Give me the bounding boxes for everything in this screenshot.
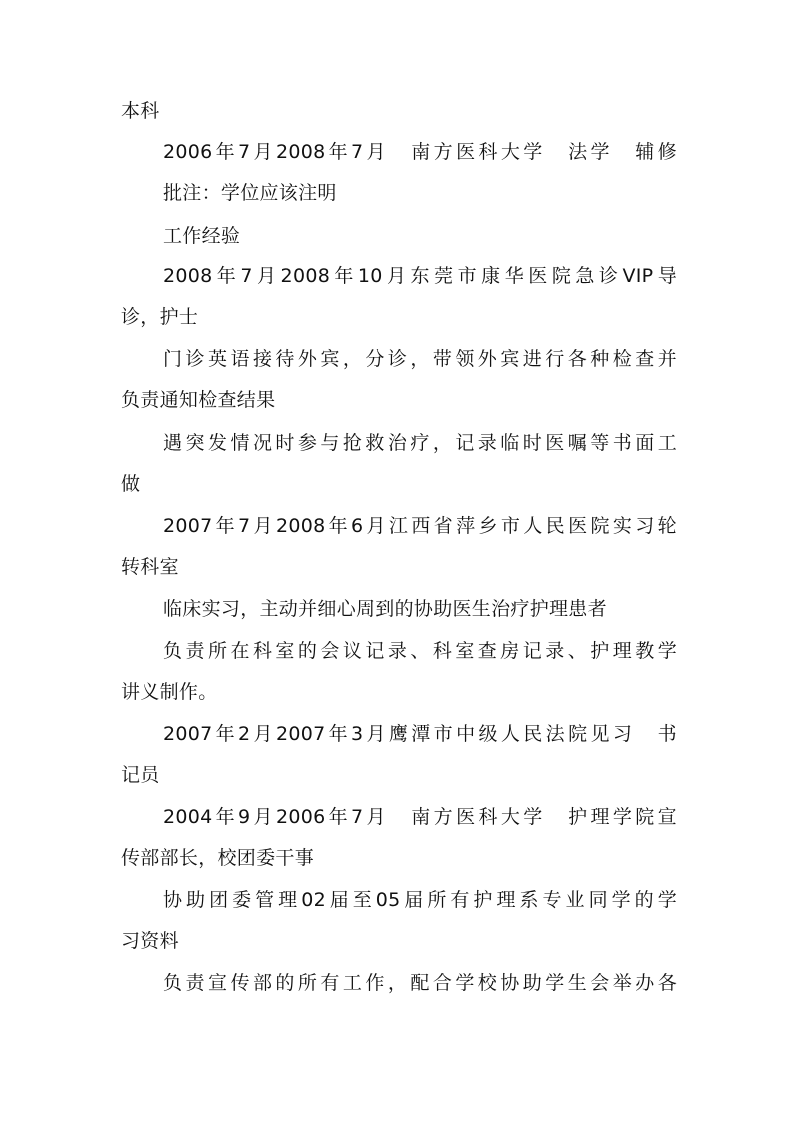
work-entry-2-title: 2007年7月2008年6月江西省萍乡市人民医院实习轮 — [163, 515, 677, 537]
section-heading-work-experience: 工作经验 — [163, 225, 241, 247]
work-entry-1-duty-1: 门诊英语接待外宾，分诊，带领外宾进行各种检查并 — [163, 348, 677, 370]
work-entry-2-duty-1: 临床实习，主动并细心周到的协助医生治疗护理患者 — [163, 598, 607, 620]
work-entry-2-title-cont: 转科室 — [121, 556, 179, 578]
work-entry-2-duty-2: 负责所在科室的会议记录、科室查房记录、护理教学 — [163, 640, 677, 662]
work-entry-2-duty-2-cont: 讲义制作。 — [121, 681, 218, 703]
work-entry-3-title-cont: 记员 — [121, 764, 160, 786]
comment-note: 批注：学位应该注明 — [163, 182, 337, 204]
education-entry: 2006年7月2008年7月 南方医科大学 法学 辅修 — [163, 141, 677, 163]
work-entry-1-duty-1-cont: 负责通知检查结果 — [121, 389, 276, 411]
work-entry-1-duty-2: 遇突发情况时参与抢救治疗，记录临时医嘱等书面工 — [163, 432, 677, 454]
work-entry-4-duty-2: 负责宣传部的所有工作，配合学校协助学生会举办各 — [163, 972, 677, 994]
work-entry-4-duty-1-cont: 习资料 — [121, 930, 179, 952]
work-entry-4-duty-1: 协助团委管理02届至05届所有护理系专业同学的学 — [163, 889, 677, 911]
work-entry-4-title: 2004年9月2006年7月 南方医科大学 护理学院宣 — [163, 806, 677, 828]
work-entry-4-title-cont: 传部部长，校团委干事 — [121, 847, 315, 869]
work-entry-1-duty-2-cont: 做 — [121, 473, 141, 495]
work-entry-1-title-cont: 诊，护士 — [121, 306, 199, 328]
degree-label: 本科 — [121, 100, 160, 122]
work-entry-1-title: 2008年7月2008年10月东莞市康华医院急诊VIP导 — [163, 265, 677, 287]
work-entry-3-title: 2007年2月2007年3月鹰潭市中级人民法院见习 书 — [163, 723, 677, 745]
